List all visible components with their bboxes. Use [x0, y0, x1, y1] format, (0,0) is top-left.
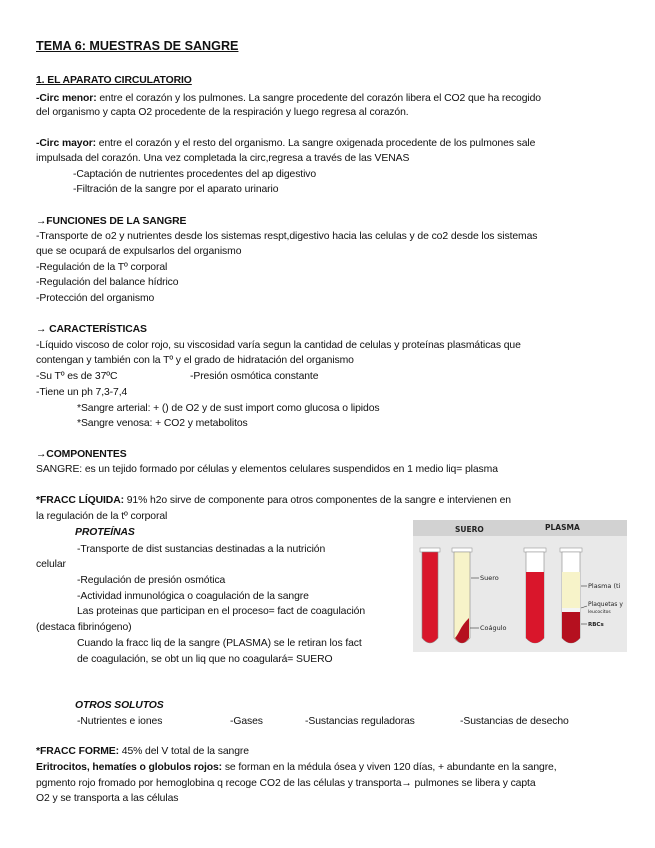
tube-whole-blood-right	[524, 548, 546, 643]
proteinas-item: -Regulación de presión osmótica	[77, 575, 226, 586]
funciones-item: -Regulación del balance hídrico	[36, 277, 179, 288]
tube-plasma-layer	[562, 572, 580, 608]
fracc-liquida-text-cont: la regulación de la tº corporal	[36, 511, 168, 522]
eritrocitos-text: se forman en la médula ósea y viven 120 días, + abundante en la sangre,	[222, 762, 557, 773]
funciones-item: -Protección del organismo	[36, 293, 155, 304]
callout-plaquetas: Plaquetas y	[588, 601, 623, 608]
caracteristicas-subitem: *Sangre arterial: + () de O2 y de sust import como glucosa o lipidos	[77, 403, 380, 414]
section-heading-aparato-circulatorio: 1. EL APARATO CIRCULATORIO	[36, 75, 192, 86]
page-title: TEMA 6: MUESTRAS DE SANGRE	[36, 39, 239, 53]
funciones-item: -Regulación de la Tº corporal	[36, 262, 168, 273]
fracc-forme-label: *FRACC FORME:	[36, 746, 119, 757]
circ-menor-text: entre el corazón y los pulmones. La sangre procedente del corazón libera el CO2 que ha recogido	[96, 93, 541, 104]
tube-rim	[524, 548, 546, 552]
proteinas-item-cont: de coagulación, se obt un liq que no coagulará= SUERO	[77, 654, 333, 665]
fracc-forme-line	[36, 745, 249, 758]
componentes-text: SANGRE: es un tejido formado por células y elementos celulares suspendidos en 1 medio liq= plasma	[36, 464, 498, 475]
section-heading-componentes: →COMPONENTES	[36, 449, 127, 460]
caracteristicas-item-cont: contengan y también con la Tº y el grado de hidratación del organismo	[36, 355, 354, 366]
fracc-liquida-text: 91% h2o sirve de componente para otros componentes de la sangre e intervienen en	[123, 495, 511, 506]
circ-menor-label: -Circ menor:	[36, 93, 97, 104]
circ-mayor-text-cont: impulsada del corazón. Una vez completada la circ,regresa a través de las VENAS	[36, 153, 410, 164]
section-heading-caracteristicas: → CARACTERÍSTICAS	[36, 324, 147, 335]
otros-solutos-item: -Gases	[230, 716, 263, 727]
circ-mayor-label: -Circ mayor:	[36, 138, 97, 149]
caracteristicas-item: -Presión osmótica constante	[190, 371, 319, 382]
tube-rbc-layer	[562, 612, 580, 643]
funciones-item-cont: que se ocupará de expulsarlos del organismo	[36, 246, 242, 257]
figure-header	[413, 520, 627, 536]
proteinas-item-cont: celular	[36, 559, 66, 570]
otros-solutos-heading: OTROS SOLUTOS	[75, 700, 164, 711]
circ-mayor-item: -Captación de nutrientes procedentes del ap digestivo	[73, 169, 317, 180]
callout-leucocitos: leucocitos	[588, 610, 611, 615]
proteinas-item: Cuando la fracc liq de la sangre (PLASMA) se le retiran los fact	[77, 638, 362, 649]
callout-coagulo: Coágulo	[480, 624, 507, 632]
callout-plasma: Plasma (ti	[588, 582, 621, 590]
proteinas-heading: PROTEÍNAS	[75, 527, 135, 538]
label-plasma: PLASMA	[545, 523, 580, 532]
caracteristicas-subitem: *Sangre venosa: + CO2 y metabolitos	[77, 418, 248, 429]
otros-solutos-item: -Nutrientes e iones	[77, 716, 163, 727]
tube-blood	[422, 552, 438, 643]
tube-whole-blood-left	[420, 548, 440, 643]
otros-solutos-item: -Sustancias de desecho	[460, 716, 569, 727]
proteinas-item-cont: (destaca fibrinógeno)	[36, 622, 132, 633]
label-suero: SUERO	[455, 525, 484, 534]
fracc-liquida-line	[36, 494, 511, 507]
section-heading-funciones: →FUNCIONES DE LA SANGRE	[36, 216, 187, 227]
funciones-item: -Transporte de o2 y nutrientes desde los sistemas respt,digestivo hacia las celulas y de co2 desde los sistemas	[36, 231, 538, 242]
circ-menor-text-cont: del organismo y capta O2 procedente de la respiración y luego regresa al corazón.	[36, 107, 409, 118]
caracteristicas-item: -Tiene un ph 7,3-7,4	[36, 387, 128, 398]
eritrocitos-text-cont: O2 y se transporta a las células	[36, 793, 179, 804]
fracc-liquida-label: *FRACC LÍQUIDA:	[36, 495, 124, 506]
eritrocitos-label: Eritrocitos, hematíes o globulos rojos:	[36, 762, 223, 773]
tube-buffy-coat	[562, 608, 580, 612]
proteinas-item: -Actividad inmunológica o coagulación de la sangre	[77, 591, 309, 602]
fracc-forme-text: 45% del V total de la sangre	[118, 746, 249, 757]
tube-rim	[452, 548, 472, 552]
callout-rbcs: RBCs	[588, 622, 604, 628]
circ-mayor-line	[36, 137, 535, 150]
tube-rim	[420, 548, 440, 552]
circ-menor-line	[36, 92, 541, 105]
circ-mayor-item: -Filtración de la sangre por el aparato urinario	[73, 184, 279, 195]
proteinas-item: Las proteinas que participan en el proceso= fact de coagulación	[77, 606, 366, 617]
serum-plasma-figure	[413, 520, 627, 652]
circ-mayor-text: entre el corazón y el resto del organismo. La sangre oxigenada procedente de los pulmones sale	[96, 138, 536, 149]
proteinas-item: -Transporte de dist sustancias destinadas a la nutrición	[77, 544, 326, 555]
otros-solutos-item: -Sustancias reguladoras	[305, 716, 415, 727]
caracteristicas-item: -Su Tº es de 37ºC	[36, 371, 118, 382]
callout-suero: Suero	[480, 574, 499, 582]
caracteristicas-item: -Líquido viscoso de color rojo, su viscosidad varía segun la cantidad de celulas y proteínas plasmáticas que	[36, 340, 521, 351]
tube-blood	[526, 572, 544, 643]
tube-rim	[560, 548, 582, 552]
eritrocitos-line	[36, 761, 557, 774]
eritrocitos-text-cont: pgmento rojo fromado por hemoglobina q recoge CO2 de las células y transporta→ pulmones se libera y capta	[36, 778, 536, 789]
